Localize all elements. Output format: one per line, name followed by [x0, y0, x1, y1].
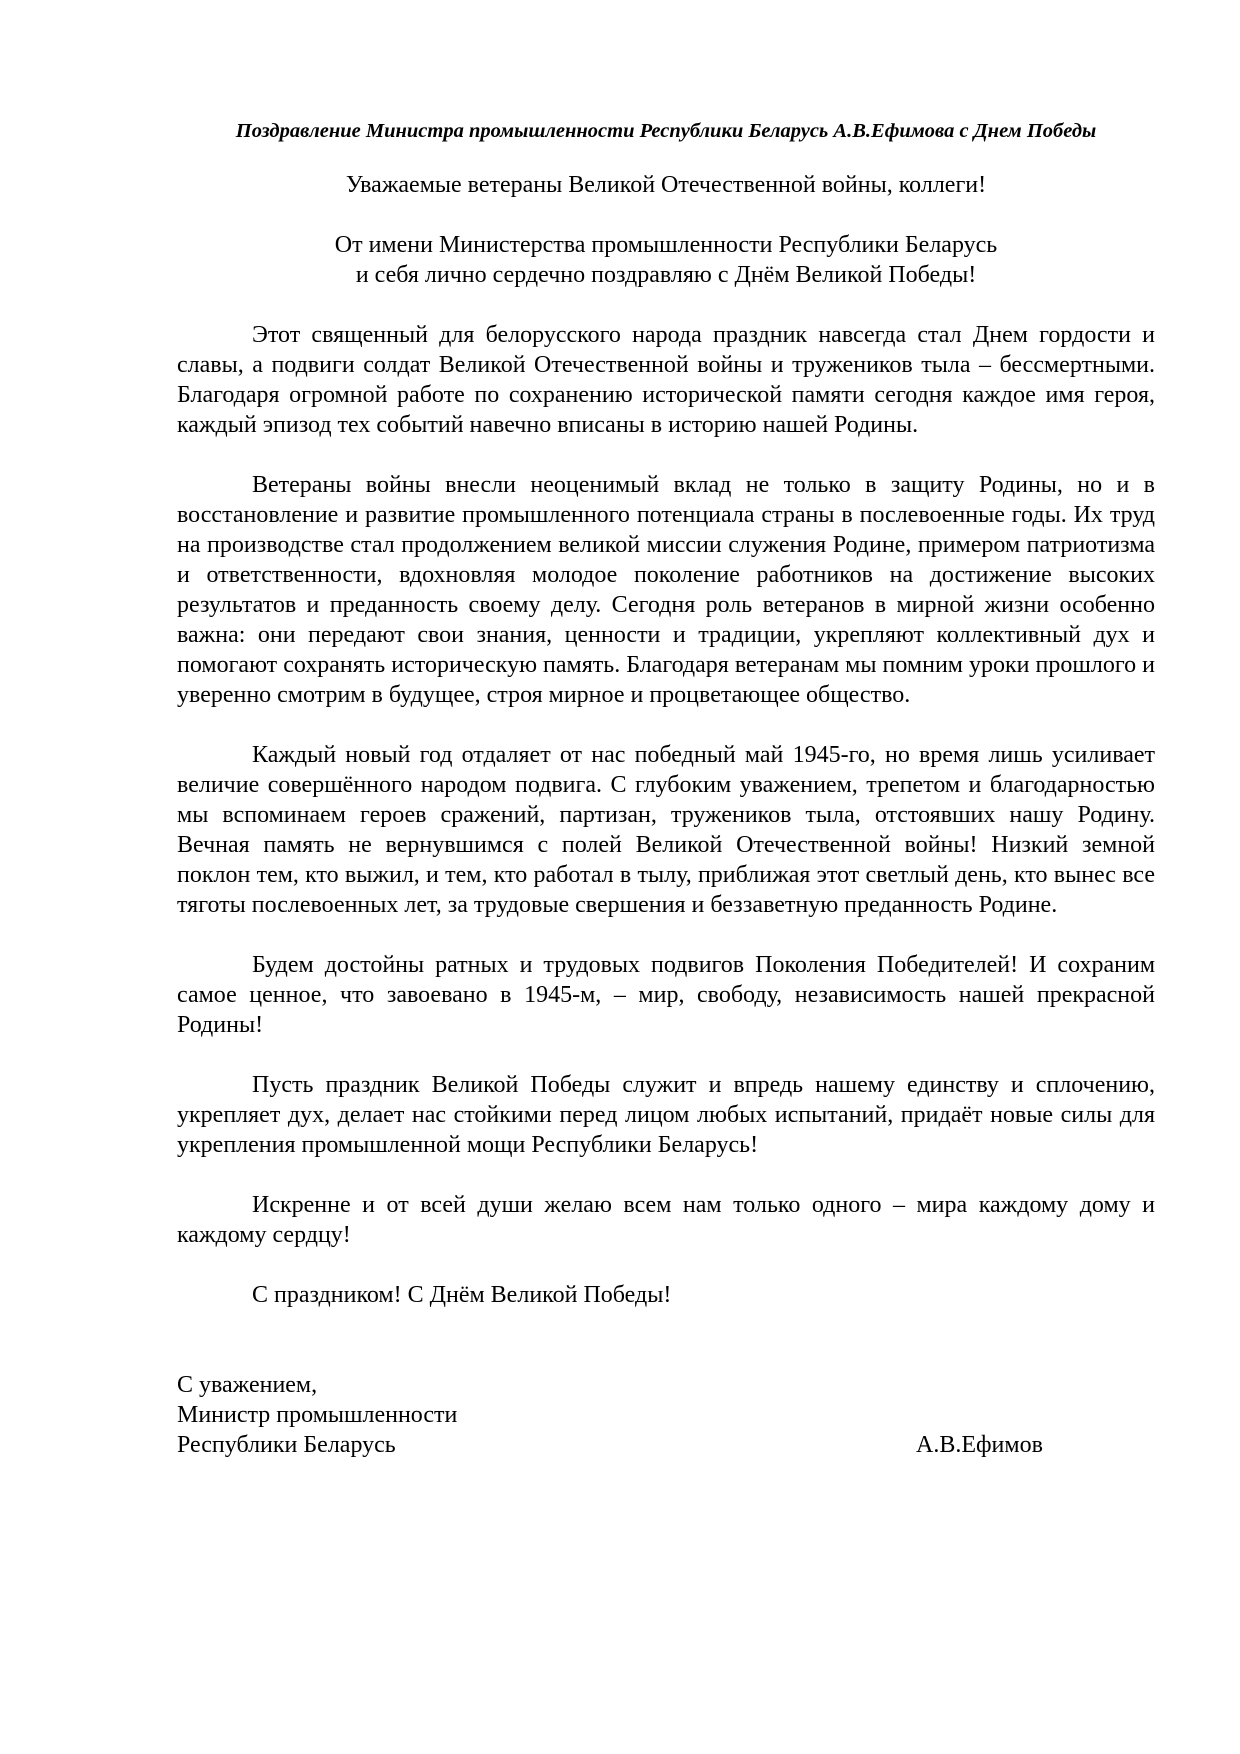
greeting-block	[177, 230, 1155, 290]
signature-position: Министр промышленности	[177, 1402, 458, 1428]
letter-body	[177, 320, 1155, 1310]
document-content	[177, 117, 1155, 1460]
document-title: Поздравление Министра промышленности Республики Беларусь А.В.Ефимова с Днем Победы	[235, 120, 1097, 142]
signature-block	[177, 1370, 1155, 1460]
greeting-line: и себя лично сердечно поздравляю с Днём Великой Победы!	[355, 262, 977, 288]
body-paragraph: Пусть праздник Великой Победы служит и впредь нашему единству и сплочению, укрепляет дух, делает нас стойкими перед лицом любых испытаний, придаёт новые силы для укрепления промышленной мощи Республики Беларусь!	[177, 1072, 1155, 1158]
address-line: Уважаемые ветераны Великой Отечественной войны, коллеги!	[345, 172, 987, 198]
body-paragraph: Каждый новый год отдаляет от нас победный май 1945-го, но время лишь усиливает величие совершённого народом подвига. С глубоким уважением, трепетом и благодарностью мы вспоминаем героев сражений, партизан, тружеников тыла, отстоявших нашу Родину. Вечная память не вернувшимся с полей Великой Отечественной войны! Низкий земной поклон тем, кто выжил, и тем, кто работал в тылу, приближая этот светлый день, кто вынес все тяготы послевоенных лет, за трудовые свершения и беззаветную преданность Родине.	[177, 742, 1155, 918]
signature-position: Республики Беларусь	[177, 1432, 396, 1458]
greeting-line: От имени Министерства промышленности Республики Беларусь	[334, 232, 998, 258]
signature-closing: С уважением,	[177, 1372, 318, 1398]
signature-name: А.В.Ефимов	[916, 1432, 1043, 1458]
body-paragraph: Искренне и от всей души желаю всем нам только одного – мира каждому дому и каждому сердцу!	[177, 1192, 1155, 1248]
closing-wish: С праздником! С Днём Великой Победы!	[252, 1282, 672, 1308]
body-paragraph: Будем достойны ратных и трудовых подвигов Поколения Победителей! И сохраним самое ценное, что завоевано в 1945-м, – мир, свободу, независимость нашей прекрасной Родины!	[177, 952, 1155, 1038]
body-paragraph: Этот священный для белорусского народа праздник навсегда стал Днем гордости и славы, а подвиги солдат Великой Отечественной войны и тружеников тыла – бессмертными. Благодаря огромной работе по сохранению исторической памяти сегодня каждое имя героя, каждый эпизод тех событий навечно вписаны в историю нашей Родины.	[177, 322, 1155, 438]
body-paragraph: Ветераны войны внесли неоценимый вклад не только в защиту Родины, но и в восстановление и развитие промышленного потенциала страны в послевоенные годы. Их труд на производстве стал продолжением великой миссии служения Родине, примером патриотизма и ответственности, вдохновляя молодое поколение работников на достижение высоких результатов и преданность своему делу. Сегодня роль ветеранов в мирной жизни особенно важна: они передают свои знания, ценности и традиции, укрепляют коллективный дух и помогают сохранять историческую память. Благодаря ветеранам мы помним уроки прошлого и уверенно смотрим в будущее, строя мирное и процветающее общество.	[177, 472, 1155, 708]
